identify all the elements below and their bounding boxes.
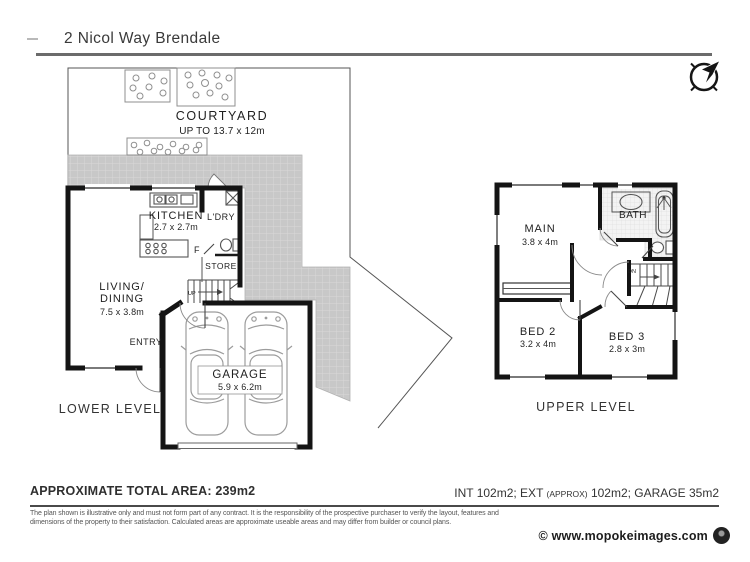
room-label-bath: BATH (619, 210, 647, 221)
title-underline (36, 53, 712, 56)
wardrobe (503, 283, 571, 294)
area-int-ext: INT 102m2; EXT (454, 486, 547, 500)
room-label-living-2: DINING (100, 293, 144, 305)
footer-divider (30, 505, 719, 507)
stairs-down-label: DN (628, 269, 636, 275)
room-dims-garage: 5.9 x 6.2m (217, 382, 263, 392)
disclaimer-line-2: dimensions of the property to their satisfaction. Calculated areas are approximate useable areas and may differ from builder or council plans. (30, 519, 452, 526)
room-label-laundry: L'DRY (206, 212, 236, 222)
room-label-bed2: BED 2 (519, 326, 557, 338)
room-label-main: MAIN (524, 223, 556, 235)
scan-artifact-mark (27, 38, 38, 40)
level-label-upper: UPPER LEVEL (536, 400, 636, 414)
page-title: 2 Nicol Way Brendale (64, 30, 221, 47)
room-dims-bed2: 3.2 x 4m (519, 339, 557, 349)
disclaimer-line-1: The plan shown is illustrative only and must not form part of any contract. It is the responsibility of the prospective purchaser to verify the layout, features and (30, 510, 499, 517)
copyright (539, 527, 730, 544)
room-label-store: STORE (205, 261, 237, 271)
room-label-garage: GARAGE (212, 369, 268, 381)
toilet-icon-lower (221, 239, 241, 251)
area-approx-note: (APPROX) (546, 489, 588, 499)
copyright-text: © www.mopokeimages.com (538, 528, 708, 543)
room-dims-main: 3.8 x 4m (521, 237, 559, 247)
room-label-living-1: LIVING/ (99, 281, 145, 293)
room-dims-bed3: 2.8 x 3m (608, 344, 646, 354)
mopoke-logo-icon (713, 527, 730, 544)
fridge-label: F (194, 245, 200, 255)
lower-level-plan (59, 68, 452, 449)
room-dims-kitchen: 2.7 x 2.7m (153, 222, 199, 232)
total-area-label: APPROXIMATE TOTAL AREA: 239m2 (30, 484, 256, 498)
room-dims-living: 7.5 x 3.8m (99, 307, 145, 317)
room-label-courtyard: COURTYARD (175, 109, 269, 123)
level-label-lower: LOWER LEVEL (58, 402, 162, 416)
kitchen-counter (150, 193, 197, 207)
stairs-up-label: UP (188, 291, 196, 297)
upper-level-plan (493, 181, 679, 414)
floorplan-canvas (0, 58, 750, 490)
area-garage: 102m2; GARAGE 35m2 (587, 486, 719, 500)
room-label-bed3: BED 3 (608, 331, 646, 343)
room-label-entry: ENTRY (129, 337, 163, 347)
area-breakdown-label (454, 486, 719, 500)
kitchen-island (140, 240, 188, 257)
compass-icon (691, 62, 719, 91)
room-dims-courtyard: UP TO 13.7 x 12m (179, 126, 265, 137)
garage-door (178, 443, 297, 449)
room-label-kitchen: KITCHEN (148, 210, 204, 222)
